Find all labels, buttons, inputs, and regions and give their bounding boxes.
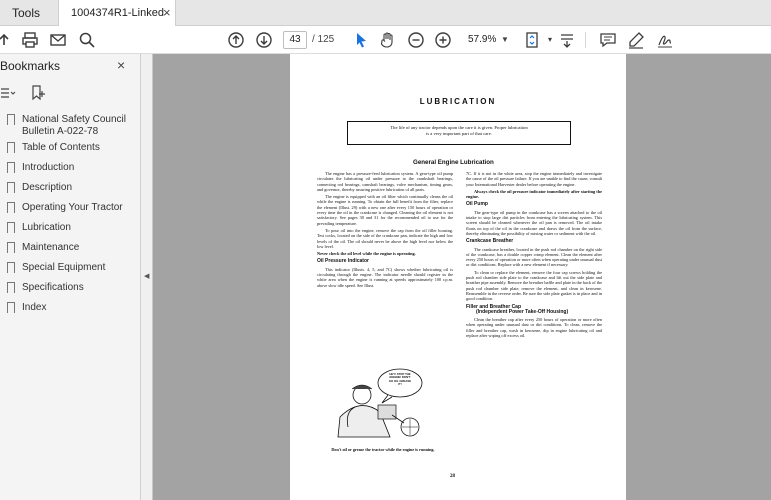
page-number: 28 [450,474,455,479]
page-title: LUBRICATION [419,97,497,106]
tab-close-icon[interactable]: × [163,5,171,20]
paragraph: 7C. If it is not in the white area, stop the engine immediately and investigate the cause of the oil pressure failure. If you are unable to find the cause, consult your International Harvester dealer before operating the engine. [466,171,602,187]
left-column [317,171,453,290]
tab-document[interactable]: 1004374R1-Linked [58,0,176,26]
upload-icon[interactable] [0,30,14,50]
previous-page-icon[interactable] [226,30,246,50]
bookmark-icon [7,162,15,173]
page-number-input[interactable]: 43 [283,31,307,49]
subheading: Oil Pump [466,201,488,208]
search-icon[interactable] [77,30,97,50]
subheading-continued: (Independent Power Take-Off Housing) [476,308,569,315]
paragraph: This indicator (Illusts. 4, 5, and 7C) shows whether lubricating oil is circulating through the engine. The indicator needle should register in the white area when the engine is running at speeds approximately 100 r.p.m. above slow idle speed. See Illust. [317,266,453,288]
toolbar-divider [585,32,586,48]
bookmark-item[interactable] [0,182,141,202]
bookmarks-toolbar [0,84,141,106]
bookmark-item[interactable] [0,302,141,322]
panel-splitter[interactable] [141,54,153,500]
figure-caption: Don't oil or grease the tractor while the engine is running. [331,447,435,452]
page-total: / 125 [312,34,335,45]
zoom-in-icon[interactable] [433,30,453,50]
paragraph: The engine has a pressure-feed lubrication system. A gear-type oil pump circulates the lubricating oil under pressure to the crankshaft bearings, connecting rod bearings, camshaft bearings, valve mechanism, timing gears, and governor, thereby assuring positive lubrication of all parts. [317,171,453,192]
tab-bar [0,0,771,26]
document-viewport[interactable] [153,54,771,500]
bookmark-icon [7,242,15,253]
warning-paragraph: Always check the oil pressure indicator immediately after starting the engine. [466,188,602,200]
note-line: is a very important part of that care. [426,131,492,136]
collapse-arrow-icon[interactable]: ◀ [144,273,150,280]
bookmark-label: Lubrication [22,222,71,233]
subheading: Crankcase Breather [466,238,514,245]
paragraph: The gear-type oil pump in the crankcase has a screen attached to the oil intake to stop large dirt particles from entering the lubricating system. This screen should be cleaned whenever the oil pan is removed. The oil intake floats on top of the oil in the crankcase and draws the oil from the surface, thereby eliminating the possibility of mixing water or sediment with the oil. [466,209,602,236]
paragraph: The crankcase breather, located in the push rod chamber on the right side of the crankcase, has a double copper crimp element. Clean the element after every 250 hours of operation or more often when operating under unusual dust or dirt conditions. Replace with a new element if necessary. [466,246,602,268]
bookmarks-panel [0,54,141,500]
hand-tool-icon[interactable] [378,30,398,50]
bookmark-options-icon[interactable] [0,84,18,102]
paragraph: To pour oil into the engine, remove the cap from the oil filler housing. Test cocks, located on the side of the crankcase pan, indicate the high and low levels of the oil. The oil should never be above the high level nor below the low level. [317,227,453,249]
bookmark-label: Operating Your Tractor [22,202,123,213]
bookmark-item[interactable] [0,114,141,139]
bookmark-label: Maintenance [22,242,80,253]
print-icon[interactable] [20,30,40,50]
section-heading: General Engine Lubrication [413,159,494,166]
bookmark-icon [7,282,15,293]
bookmark-label: Introduction [22,162,75,173]
paragraph: The engine is equipped with an oil filter which continually cleans the oil while the engine is running. To obtain the full benefit from the filter, replace the element (Illust. 29) with a new one after every 150 hours of operation or every time the oil in the crankcase is changed. Cleaning the oil element is not satisfactory. See pages 30 and 31 for the recommended oil to use for the prevailing temperature. [317,194,453,226]
bookmark-label: Special Equipment [22,262,106,273]
bookmark-item[interactable] [0,142,141,162]
bookmark-label: National Safety Council Bulletin A-022-78 [22,114,126,137]
paragraph: Clean the breather cap after every 250 hours of operation or more often when operating under unusual dust or dirt conditions. To clean, remove the filler and breather cap, wash in kerosene, dip in engine lubricating oil and replace after wiping off excess oil. [466,317,602,339]
bookmark-item[interactable] [0,162,141,182]
bookmark-icon [7,114,15,125]
zoom-level-select[interactable]: 57.9% [468,34,497,45]
bookmark-icon [7,302,15,313]
paragraph: To clean or replace the element, remove the four cap screws holding the push rod chamber side plate to the crankcase and lift out the side plate and breather pipe assembly. Remove the breather baffle and plate in the back of the push rod chamber side plate, remove the element, and clean in kerosene. Reassemble in the reverse order. Be sure the side plate gasket is in place and in good condition. [466,269,602,302]
bookmark-icon [7,262,15,273]
bookmark-icon [7,202,15,213]
bookmark-item[interactable] [0,262,141,282]
scroll-mode-icon[interactable] [557,30,577,50]
bookmark-item[interactable] [0,282,141,302]
subheading: Filler and Breather Cap [466,303,522,310]
close-icon[interactable]: × [117,57,126,73]
bookmark-list [0,114,141,322]
bookmark-label: Table of Contents [22,142,100,153]
right-column [466,171,602,340]
bookmark-label: Index [22,302,47,313]
new-bookmark-icon[interactable] [29,84,47,102]
bookmark-label: Description [22,182,73,193]
subheading: Oil Pressure Indicator [317,258,369,265]
bookmarks-title: Bookmarks [0,59,61,73]
chevron-down-icon[interactable]: ▼ [501,35,509,44]
bookmark-icon [7,222,15,233]
email-icon[interactable] [48,30,68,50]
comment-icon[interactable] [598,30,618,50]
highlight-pen-icon[interactable] [626,30,646,50]
note-box [347,121,571,145]
bookmark-item[interactable] [0,222,141,242]
note-line: The life of any tractor depends upon the care it is given. Proper lubrication [390,125,528,130]
pdf-page [290,54,626,500]
cartoon-speech-bubble: HEY! STOP THE ENGINE! DON'T GO OIL GREASE IT! [388,372,412,387]
bookmark-item[interactable] [0,202,141,222]
main-toolbar [0,26,771,54]
zoom-out-icon[interactable] [406,30,426,50]
bookmark-label: Specifications [22,282,84,293]
bookmark-icon [7,142,15,153]
tab-tools[interactable]: Tools [12,6,41,20]
sign-icon[interactable] [655,30,675,50]
cartoon-illustration [330,367,435,442]
fit-page-chevron-icon[interactable]: ▾ [547,35,552,44]
bookmark-item[interactable] [0,242,141,262]
warning-paragraph: Never check the oil level while the engine is operating. [317,251,416,257]
select-cursor-icon[interactable] [351,30,371,50]
fit-page-icon[interactable] [522,30,542,50]
next-page-icon[interactable] [254,30,274,50]
cartoon-drawing [330,367,435,442]
bookmark-icon [7,182,15,193]
